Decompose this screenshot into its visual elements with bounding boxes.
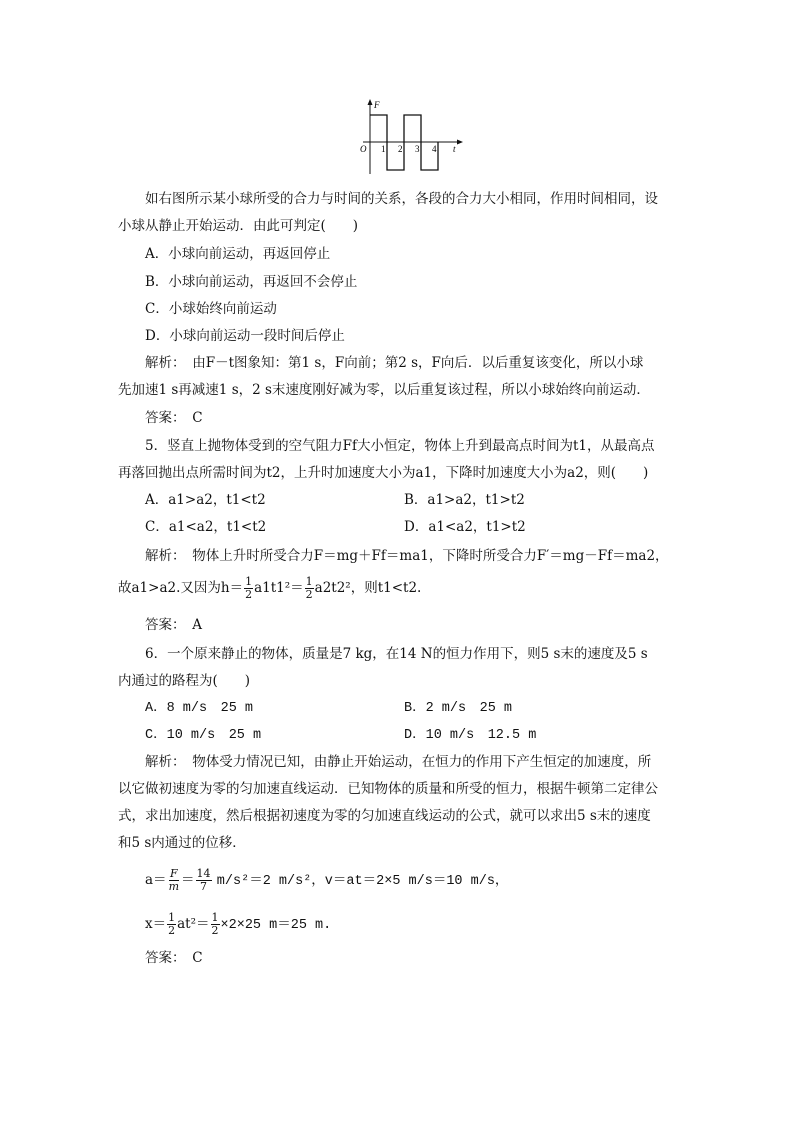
tick-label-1: 1 xyxy=(381,144,386,154)
eq2-x: x＝ xyxy=(145,916,167,932)
q4-option-c: C．小球始终向前运动 xyxy=(145,301,277,317)
t-axis-arrow xyxy=(457,140,463,145)
eq1-equals: ＝ xyxy=(181,872,195,888)
one-half-fraction xyxy=(305,576,314,601)
q6-answer: 答案： C xyxy=(145,950,203,966)
tick-label-3: 3 xyxy=(415,144,420,154)
q5-analysis-2-post: a2t2²，则t1<t2. xyxy=(314,580,422,596)
fraction-numerator: 1 xyxy=(305,575,313,588)
f-over-m-fraction xyxy=(168,868,180,893)
fraction-denominator: 2 xyxy=(245,588,253,601)
q4-option-b: B．小球向前运动，再返回不会停止 xyxy=(145,274,358,290)
f-axis-arrow xyxy=(368,99,373,105)
eq2-rest: ×2×25 m＝25 m. xyxy=(220,918,332,933)
q6-stem-line-2: 内通过的路程为( ) xyxy=(118,673,251,689)
fraction-denominator: m xyxy=(168,880,179,893)
tick-label-2: 2 xyxy=(398,144,403,154)
fraction-denominator: 2 xyxy=(305,588,313,601)
fraction-numerator: F xyxy=(169,867,178,880)
one-half-fraction xyxy=(244,576,253,601)
q6-option-d: D．10 m/s 12.5 m xyxy=(404,728,537,743)
q6-option-c: C．10 m/s 25 m xyxy=(145,728,262,743)
fraction-numerator: 1 xyxy=(168,911,176,924)
q6-option-a: A．8 m/s 25 m xyxy=(145,701,254,716)
q5-analysis-line-1: 解析： 物体上升时所受合力F＝mg＋Ff＝ma1，下降时所受合力F′＝mg－Ff＝ma2， xyxy=(145,548,669,564)
fourteen-over-seven-fraction xyxy=(196,868,212,893)
q4-analysis-line-2: 先加速1 s再减速1 s，2 s末速度刚好减为零，以后重复该过程，所以小球始终向前运动． xyxy=(118,382,650,398)
fraction-numerator: 1 xyxy=(245,575,253,588)
q4-answer: 答案： C xyxy=(145,410,203,426)
fraction-numerator: 1 xyxy=(211,911,219,924)
t-axis-label: t xyxy=(453,144,456,154)
q5-stem-line-1: 5．竖直上抛物体受到的空气阻力Ff大小恒定，物体上升到最高点时间为t1，从最高点 xyxy=(145,438,655,454)
q6-analysis-line-2: 以它做初速度为零的匀加速直线运动．已知物体的质量和所受的恒力，根据牛顿第二定律公 xyxy=(118,781,658,797)
q6-equation-displacement xyxy=(145,912,331,937)
q5-analysis-2-pre: 故a1>a2.又因为h＝ xyxy=(118,580,244,596)
force-time-graph xyxy=(355,98,465,178)
eq1-rest: m/s²＝2 m/s²，v＝at＝2×5 m/s＝10 m/s， xyxy=(216,874,509,889)
tick-label-4: 4 xyxy=(432,144,437,154)
q5-option-b: B．a1>a2，t1>t2 xyxy=(404,492,525,508)
eq1-a: a＝ xyxy=(145,872,167,888)
fraction-numerator: 14 xyxy=(196,867,211,880)
q5-analysis-line-2 xyxy=(118,576,421,601)
q4-stem-line-2: 小球从静止开始运动．由此可判定( ) xyxy=(118,218,359,234)
q4-option-d: D．小球向前运动一段时间后停止 xyxy=(145,328,345,344)
q5-option-c: C．a1<a2，t1<t2 xyxy=(145,519,267,535)
fraction-denominator: 2 xyxy=(211,924,219,937)
q4-option-a: A．小球向前运动，再返回停止 xyxy=(145,246,331,262)
q5-option-d: D．a1<a2，t1>t2 xyxy=(404,519,526,535)
q4-stem-line-1: 如右图所示某小球所受的合力与时间的关系，各段的合力大小相同，作用时间相同，设 xyxy=(145,191,658,207)
eq2-mid: at²＝ xyxy=(177,916,210,932)
one-half-fraction xyxy=(211,912,220,937)
force-positive-pulse-1 xyxy=(370,115,387,142)
q6-analysis-line-1: 解析： 物体受力情况已知，由静止开始运动，在恒力的作用下产生恒定的加速度，所 xyxy=(145,754,652,770)
q5-answer: 答案： A xyxy=(145,617,202,633)
q6-option-b: B．2 m/s 25 m xyxy=(404,701,513,716)
q4-analysis-line-1: 解析： 由F－t图象知：第1 s，F向前；第2 s，F向后．以后重复该变化，所以小球 xyxy=(145,355,644,371)
q6-analysis-line-4: 和5 s内通过的位移． xyxy=(118,835,246,851)
q5-stem-line-2: 再落回抛出点所需时间为t2，上升时加速度大小为a1，下降时加速度大小为a2，则( ) xyxy=(118,465,649,481)
one-half-fraction xyxy=(167,912,176,937)
q6-stem-line-1: 6．一个原来静止的物体，质量是7 kg，在14 N的恒力作用下，则5 s末的速度及5 s xyxy=(145,646,648,662)
fraction-denominator: 2 xyxy=(168,924,176,937)
f-axis-label: F xyxy=(374,100,380,110)
q5-option-a: A．a1>a2，t1<t2 xyxy=(145,492,266,508)
origin-label: O xyxy=(360,144,367,154)
q5-analysis-2-mid: a1t1²＝ xyxy=(254,580,304,596)
q6-analysis-line-3: 式，求出加速度，然后根据初速度为零的匀加速直线运动的公式，就可以求出5 s末的速度 xyxy=(118,808,651,824)
force-positive-pulse-2 xyxy=(404,115,421,142)
q6-equation-acceleration xyxy=(145,868,508,893)
fraction-denominator: 7 xyxy=(200,880,207,893)
